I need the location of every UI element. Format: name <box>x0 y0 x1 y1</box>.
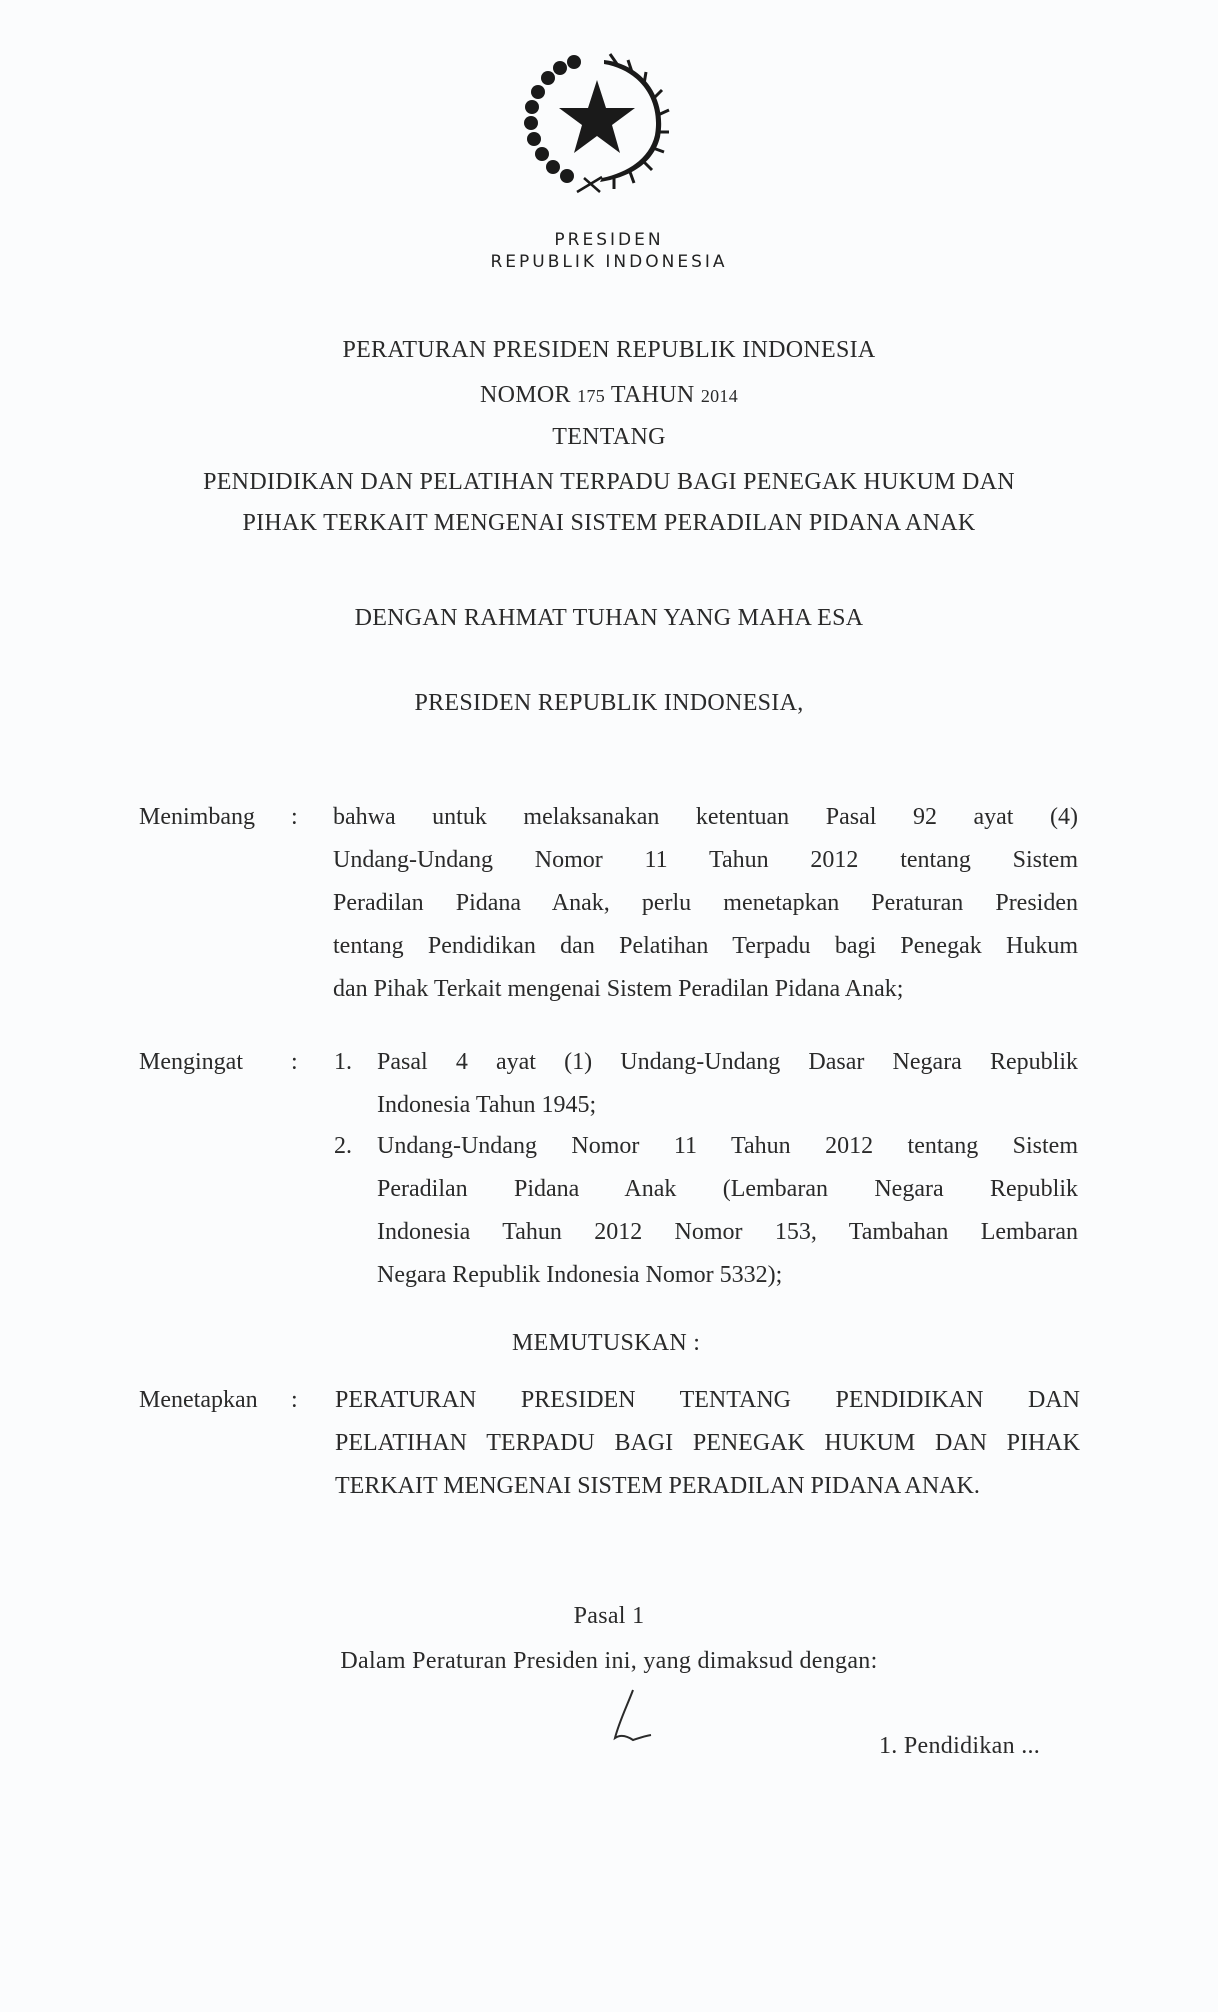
item-number: 2. <box>334 1133 352 1159</box>
pasal-heading: Pasal 1 <box>573 1603 645 1629</box>
continuation-text: 1. Pendidikan ... <box>879 1733 1041 1759</box>
text-line: TERKAIT MENGENAI SISTEM PERADILAN PIDANA ANAK. <box>335 1473 980 1499</box>
tentang-heading: TENTANG <box>552 424 666 450</box>
text-line: tentang Pendidikan dan Pelatihan Terpadu bagi Penegak Hukum <box>333 933 1078 959</box>
tahun-value: 2014 <box>700 386 739 406</box>
menetapkan-label: Menetapkan <box>139 1387 258 1413</box>
subject-line-2: PIHAK TERKAIT MENGENAI SISTEM PERADILAN PIDANA ANAK <box>242 510 976 536</box>
presidential-emblem <box>522 52 672 194</box>
regulation-title: PERATURAN PRESIDEN REPUBLIK INDONESIA <box>342 337 876 363</box>
mengingat-colon: : <box>291 1049 298 1075</box>
menetapkan-colon: : <box>291 1387 298 1413</box>
mengingat-item-1 <box>377 1047 1078 1133</box>
text-line: Peradilan Pidana Anak, perlu menetapkan Peraturan Presiden <box>333 890 1078 916</box>
paraf-initial-mark <box>605 1688 655 1748</box>
text-line: Pasal 4 ayat (1) Undang-Undang Dasar Negara Republik <box>377 1049 1078 1075</box>
letterhead-line1: PRESIDEN <box>554 230 664 250</box>
item-number: 1. <box>334 1049 352 1075</box>
text-line: PERATURAN PRESIDEN TENTANG PENDIDIKAN DAN <box>335 1387 1080 1413</box>
regulation-number <box>0 382 1218 409</box>
text-line: PELATIHAN TERPADU BAGI PENEGAK HUKUM DAN PIHAK <box>335 1430 1080 1456</box>
president-line: PRESIDEN REPUBLIK INDONESIA, <box>414 690 804 716</box>
pasal-intro: Dalam Peraturan Presiden ini, yang dimaksud dengan: <box>340 1648 878 1674</box>
letterhead-line2: REPUBLIK INDONESIA <box>490 252 728 272</box>
subject-line-1: PENDIDIKAN DAN PELATIHAN TERPADU BAGI PENEGAK HUKUM DAN <box>203 469 1015 495</box>
memutuskan-heading: MEMUTUSKAN : <box>512 1330 701 1356</box>
mengingat-item-2 <box>377 1131 1078 1303</box>
tahun-label: TAHUN <box>610 382 695 408</box>
text-line: Negara Republik Indonesia Nomor 5332); <box>377 1262 783 1288</box>
text-line: Peradilan Pidana Anak (Lembaran Negara Republik <box>377 1176 1078 1202</box>
menimbang-colon: : <box>291 804 298 830</box>
rahmat-line: DENGAN RAHMAT TUHAN YANG MAHA ESA <box>354 605 864 631</box>
text-line: Indonesia Tahun 2012 Nomor 153, Tambahan Lembaran <box>377 1219 1078 1245</box>
text-line: Indonesia Tahun 1945; <box>377 1092 597 1118</box>
menimbang-label: Menimbang <box>139 804 255 830</box>
menimbang-text <box>333 802 1078 1017</box>
mengingat-label: Mengingat <box>139 1049 243 1075</box>
menetapkan-text <box>335 1385 1080 1514</box>
text-line: Undang-Undang Nomor 11 Tahun 2012 tentang Sistem <box>333 847 1078 873</box>
text-line: dan Pihak Terkait mengenai Sistem Peradilan Pidana Anak; <box>333 976 904 1002</box>
nomor-label: NOMOR <box>479 382 571 408</box>
text-line: Undang-Undang Nomor 11 Tahun 2012 tentang Sistem <box>377 1133 1078 1159</box>
nomor-value: 175 <box>577 386 606 406</box>
text-line: bahwa untuk melaksanakan ketentuan Pasal 92 ayat (4) <box>333 804 1078 830</box>
